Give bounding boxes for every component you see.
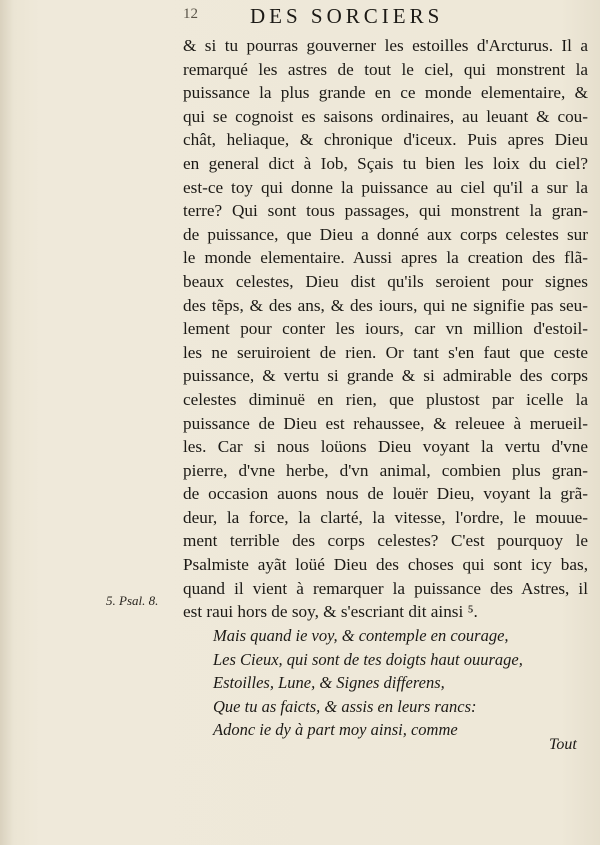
- text-line: quand il vient à remarquer la puissance des Astres, il: [183, 578, 588, 598]
- running-head: DES SORCIERS: [250, 4, 444, 28]
- text-line: ment terrible des corps celestes? C'est pourquoy le: [183, 531, 588, 551]
- text-line: pierre, d'vne herbe, d'vn animal, combien plus gran-: [183, 460, 588, 480]
- text-line: qui se cognoist es saisons ordinaires, au leuant & cou-: [183, 106, 588, 126]
- text-line: est-ce toy qui donne la puissance au ciel qu'il a sur la: [183, 177, 588, 197]
- text-line: le monde elementaire. Aussi apres la creation des flã-: [183, 248, 588, 268]
- folio-number: 12: [183, 6, 198, 22]
- text-line: puissance de Dieu est rehaussee, & releuee à merueil-: [183, 413, 588, 433]
- verse-block: [213, 624, 573, 742]
- text-line: en general dict à Iob, Sçais tu bien les loix du ciel?: [183, 153, 588, 173]
- verse-line: Mais quand ie voy, & contemple en courage,: [213, 626, 509, 645]
- text-line: lement pour conter les iours, car vn million d'estoil-: [183, 319, 588, 339]
- text-line: remarqué les astres de tout le ciel, qui monstrent la: [183, 59, 588, 79]
- text-line: deur, la force, la clarté, la vitesse, l'ordre, le mouue-: [183, 507, 588, 527]
- text-line: Psalmiste ayãt loüé Dieu des choses qui sont icy bas,: [183, 555, 588, 575]
- verse-line: Adonc ie dy à part moy ainsi, comme: [213, 720, 458, 739]
- text-line: les. Car si nous loüons Dieu voyant la vertu d'vne: [183, 437, 588, 457]
- text-line: puissance, & vertu si grande & si admirable des corps: [183, 366, 588, 386]
- text-line: celestes diminuë en rien, que plustost par icelle la: [183, 389, 588, 409]
- text-line: chât, heliaque, & chronique d'iceux. Puis apres Dieu: [183, 130, 588, 150]
- verse-line: Les Cieux, qui sont de tes doigts haut ouurage,: [213, 649, 523, 669]
- body-text: [183, 34, 588, 624]
- catchword: Tout: [549, 736, 577, 753]
- text-line: & si tu pourras gouverner les estoilles d'Arcturus. Il a: [183, 36, 588, 55]
- text-line: terre? Qui sont tous passages, qui monstrent la gran-: [183, 201, 588, 221]
- verse-line: Estoilles, Lune, & Signes differens,: [213, 673, 445, 692]
- text-line: de puissance, que Dieu a donné aux corps celestes sur: [183, 224, 588, 244]
- text-line: est raui hors de soy, & s'escriant dit ainsi ⁵.: [183, 602, 478, 622]
- text-line: beaux celestes, Dieu dist qu'ils seroient pour signes: [183, 271, 588, 291]
- verse-line: Que tu as faicts, & assis en leurs rancs:: [213, 696, 477, 716]
- text-line: les ne seruiroient de rien. Or tant s'en faut que ceste: [183, 342, 588, 362]
- text-line: des tẽps, & des ans, & des iours, qui ne signifie pas seu-: [183, 295, 588, 315]
- margin-note: 5. Psal. 8.: [106, 593, 159, 608]
- text-line: de occasion auons nous de louër Dieu, voyant la grã-: [183, 484, 588, 504]
- text-line: puissance la plus grande en ce monde elementaire, &: [183, 83, 588, 103]
